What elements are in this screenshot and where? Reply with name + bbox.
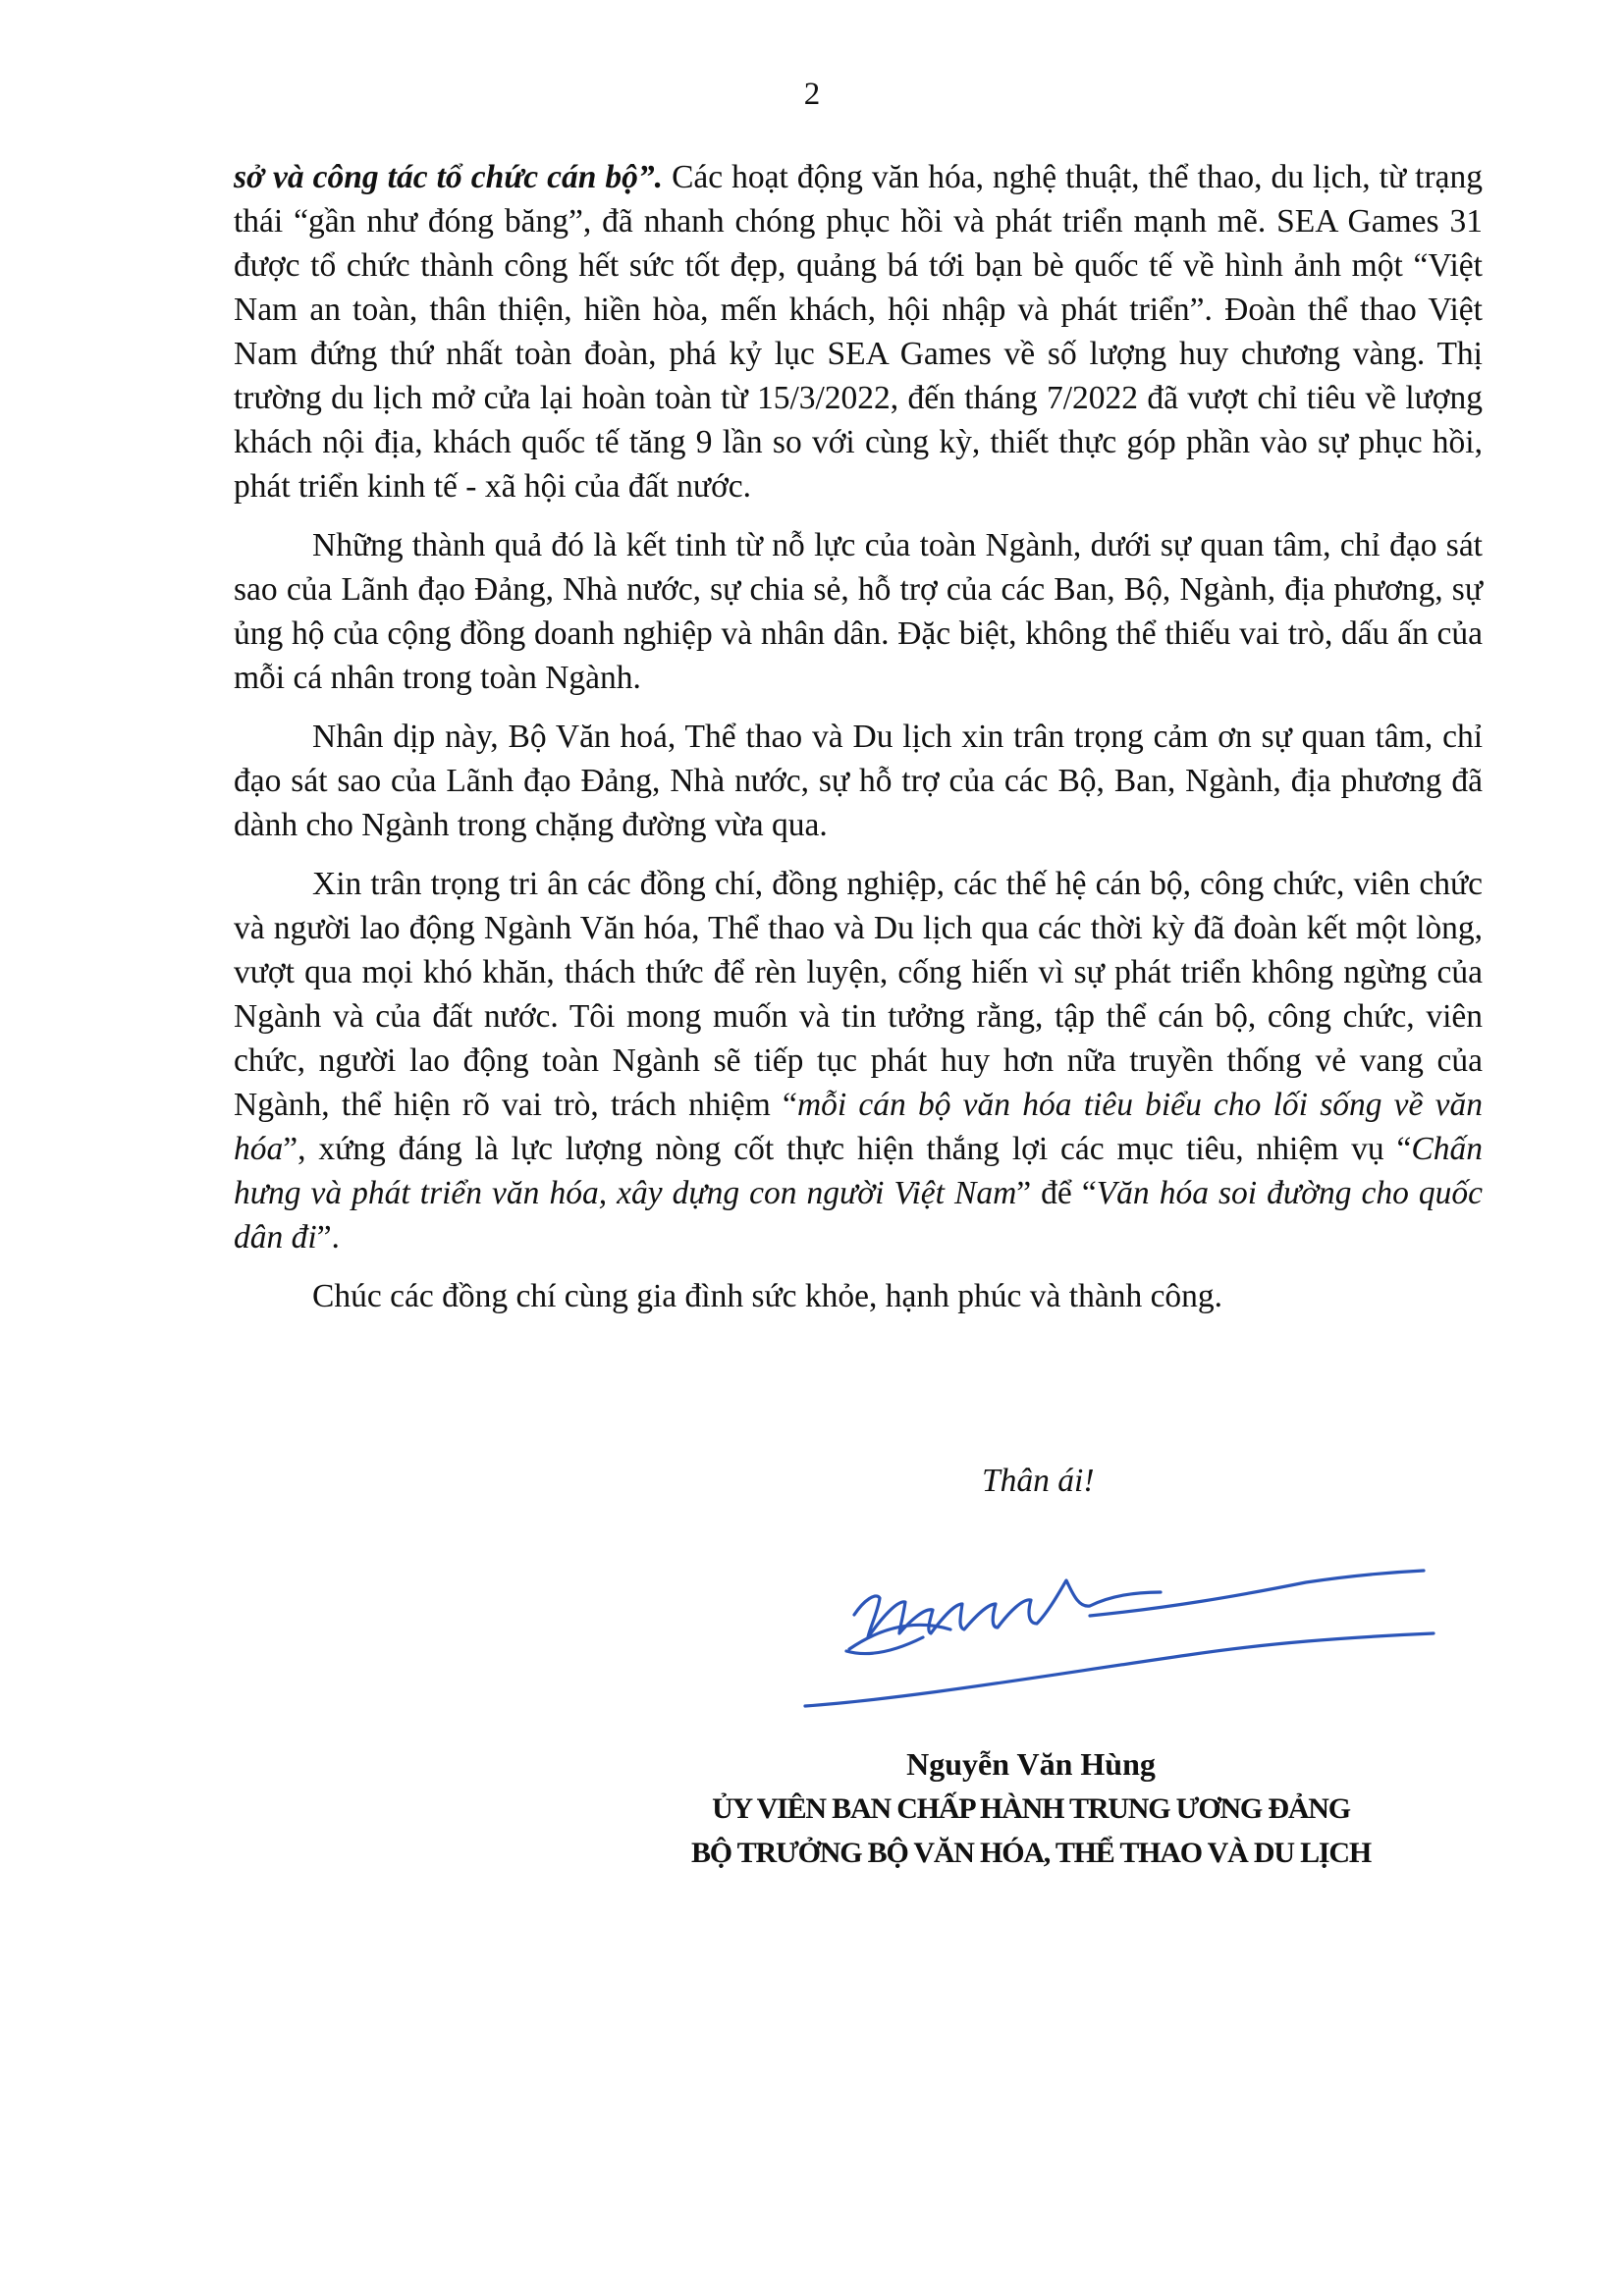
paragraph-4-quote-3: Văn hóa soi đường cho quốc dân đi bbox=[234, 1175, 1484, 1255]
handwritten-signature bbox=[795, 1531, 1443, 1737]
paragraph-4-quote-1: mỗi cán bộ văn hóa tiêu biểu cho lối sống về văn hóa bbox=[234, 1087, 1484, 1167]
closing-salutation: Thân ái! bbox=[982, 1463, 1095, 1499]
paragraph-2: Những thành quả đó là kết tinh từ nỗ lực của toàn Ngành, dưới sự quan tâm, chỉ đạo sát sao của Lãnh đạo Đảng, Nhà nước, sự chia sẻ, hỗ trợ của các Ban, Bộ, Ngành, địa phương, sự ủng hộ của cộng đồng doanh nghiệp và nhân dân. Đặc biệt, không thể thiếu vai trò, dấu ấn của mỗi cá nhân trong toàn Ngành. bbox=[234, 527, 1483, 696]
paragraph-5-greeting: Chúc các đồng chí cùng gia đình sức khỏe, hạnh phúc và thành công. bbox=[312, 1278, 1223, 1314]
signature-stroke-letters bbox=[854, 1580, 1161, 1637]
paragraph-1-bold-lead: sở và công tác tổ chức cán bộ”. bbox=[234, 159, 664, 195]
paragraph-1 bbox=[234, 155, 1483, 508]
signer-title-1: ỦY VIÊN BAN CHẤP HÀNH TRUNG ƯƠNG ĐẢNG bbox=[712, 1792, 1350, 1825]
paragraph-4 bbox=[234, 862, 1483, 1259]
paragraph-4-quote-2: Chấn hưng và phát triển văn hóa, xây dựng con người Việt Nam bbox=[234, 1131, 1483, 1211]
paragraph-4-part-4: ”. bbox=[316, 1219, 340, 1255]
signature-stroke-underline bbox=[805, 1633, 1434, 1706]
paragraph-1-text: Các hoạt động văn hóa, nghệ thuật, thể thao, du lịch, từ trạng thái “gần như đóng băng”, đã nhanh chóng phục hồi và phát triển mạnh mẽ. SEA Games 31 được tổ chức thành công hết sức tốt đẹp, quảng bá tới bạn bè quốc tế về hình ảnh một “Việt Nam an toàn, thân thiện, hiền hòa, mến khách, hội nhập và phát triển”. Đoàn thể thao Việt Nam đứng thứ nhất toàn đoàn, phá kỷ lục SEA Games về số lượng huy chương vàng. Thị trường du lịch mở cửa lại hoàn toàn từ 15/3/2022, đến tháng 7/2022 đã vượt chỉ tiêu về lượng khách nội địa, khách quốc tế tăng 9 lần so với cùng kỳ, thiết thực góp phần vào sự phục hồi, phát triển kinh tế - xã hội của đất nước. bbox=[234, 159, 1483, 505]
page-number: 2 bbox=[803, 77, 821, 112]
signer-title-2: BỘ TRƯỞNG BỘ VĂN HÓA, THỂ THAO VÀ DU LỊCH bbox=[690, 1837, 1372, 1869]
paragraph-4-part-2: ”, xứng đáng là lực lượng nòng cốt thực hiện thắng lợi các mục tiêu, nhiệm vụ “ bbox=[283, 1131, 1412, 1167]
paragraph-3: Nhân dịp này, Bộ Văn hoá, Thể thao và Du lịch xin trân trọng cảm ơn sự quan tâm, chỉ đạo sát sao của Lãnh đạo Đảng, Nhà nước, sự hỗ trợ của các Bộ, Ban, Ngành, địa phương đã dành cho Ngành trong chặng đường vừa qua. bbox=[234, 719, 1483, 843]
signer-block bbox=[589, 1742, 1473, 1875]
paragraph-4-part-1: Xin trân trọng tri ân các đồng chí, đồng nghiệp, các thế hệ cán bộ, công chức, viên chức và người lao động Ngành Văn hóa, Thể thao và Du lịch qua các thời kỳ đã đoàn kết một lòng, vượt qua mọi khó khăn, thách thức để rèn luyện, cống hiến vì sự phát triển không ngừng của Ngành và của đất nước. Tôi mong muốn và tin tưởng rằng, tập thể cán bộ, công chức, viên chức, người lao động toàn Ngành sẽ tiếp tục phát huy hơn nữa truyền thống vẻ vang của Ngành, thể hiện rõ vai trò, trách nhiệm “ bbox=[234, 866, 1483, 1123]
signer-name: Nguyễn Văn Hùng bbox=[906, 1746, 1156, 1782]
letter-body bbox=[234, 155, 1483, 1333]
paragraph-4-part-3: ” để “ bbox=[1016, 1175, 1097, 1211]
